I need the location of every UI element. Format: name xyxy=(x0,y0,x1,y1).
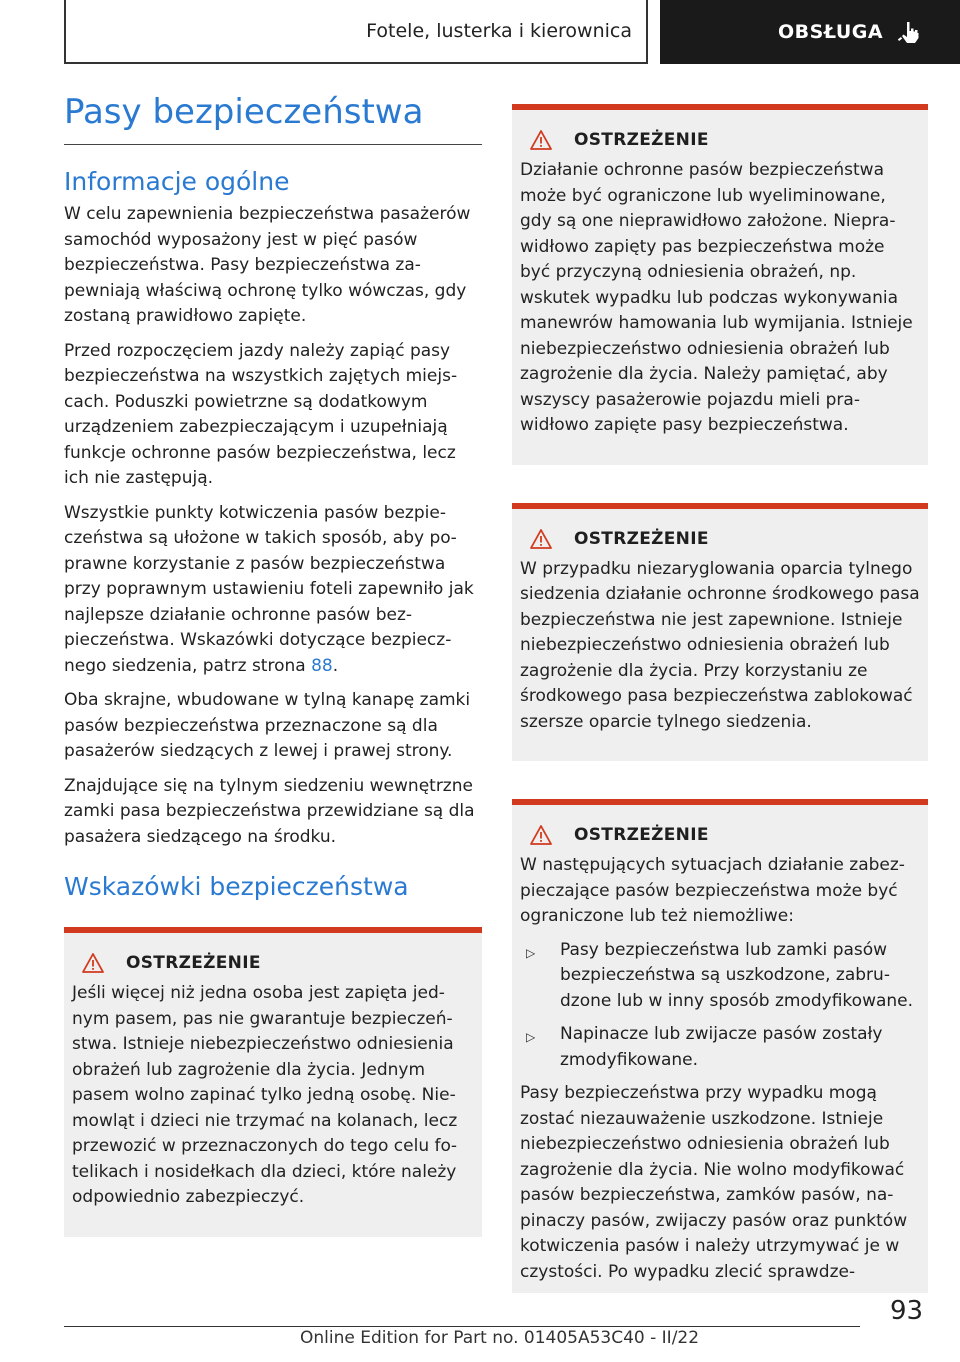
general-heading: Informacje ogólne xyxy=(64,167,290,196)
warning-label: OSTRZEŻENIE xyxy=(574,130,709,150)
general-paragraph-4: Oba skrajne, wbudowane w tylną kanapę zamki pasów bezpieczeństwa przeznaczone są dla pasażerów siedzących z lewej i prawej strony. xyxy=(64,690,471,761)
warning-header xyxy=(82,953,474,973)
warning-label: OSTRZEŻENIE xyxy=(574,825,709,845)
safety-heading: Wskazówki bezpieczeństwa xyxy=(64,872,409,901)
warning-text: W przypadku niezaryglowania oparcia tylnego siedzenia działanie ochronne środkowego pasa bezpieczeństwa nie jest zapewnione. Istnieje niebezpieczeństwo odniesienia obrażeń lub zagrożenie dla życia. Przy korzystaniu ze środkowego pasa bezpieczeństwa zablokować szersze oparcie tylnego siedzenia. xyxy=(520,558,920,732)
right-column xyxy=(512,104,928,1293)
warning-header xyxy=(530,529,920,549)
page-88-link[interactable]: 88 xyxy=(311,655,333,676)
warning-intro: W następujących sytuacjach działanie zabezpieczające pasów bezpieczeństwa może być ograniczone lub też niemożliwe: xyxy=(520,855,905,926)
header-chapter-title: OBSŁUGA xyxy=(778,21,884,43)
warning-triangle-icon xyxy=(530,825,552,845)
warning-box-2 xyxy=(512,104,928,465)
warning-triangle-icon xyxy=(530,130,552,150)
bullet-triangle-icon: ▷ xyxy=(526,1030,536,1044)
warning-header xyxy=(530,130,920,150)
warning-text: Działanie ochronne pasów bezpieczeństwa może być ograniczone lub wyeliminowane, gdy są one nieprawidłowo założone. Nieprawidłowo zapięty pas bezpieczeństwa może być przyczyną odniesienia obrażeń, np. wskutek wypadku lub podczas wykonywania manewrów hamowania lub wymijania. Istnieje niebezpieczeństwo odniesienia obrażeń lub zagrożenie dla życia. Należy pamiętać, aby wszyscy pasażerowie pojazdu mieli prawidłowo zapięte pasy bezpieczeństwa. xyxy=(520,160,913,435)
header-section-title: Fotele, lusterka i kierownica xyxy=(366,20,632,42)
warning-triangle-icon xyxy=(530,529,552,549)
bullet-triangle-icon: ▷ xyxy=(526,945,536,960)
footer-divider xyxy=(64,1326,860,1327)
warning-triangle-icon xyxy=(82,953,104,973)
warning-text: Jeśli więcej niż jedna osoba jest zapięta jednym pasem, pas nie gwarantuje bezpieczeństwa. Istnieje niebezpieczeństwo odniesienia obrażeń lub zagrożenie dla życia. Jednym pasem wolno zapinać tylko jedną osobę. Niemowląt i dzieci nie trzymać na kolanach, lecz przewozić w przeznaczonych do tego celu fotelikach i nosidełkach dla dzieci, które należy odpowiednio zabezpieczyć. xyxy=(72,983,458,1207)
list-item xyxy=(520,1022,920,1073)
bullet-text: Pasy bezpieczeństwa lub zamki pasów bezpieczeństwa są uszkodzone, zabrudzone lub w inny sposób zmodyfikowane. xyxy=(560,939,914,1011)
page-title: Pasy bezpieczeństwa xyxy=(64,92,482,145)
list-item xyxy=(520,938,920,1015)
general-paragraph-2: Przed rozpoczęciem jazdy należy zapiąć pasy bezpieczeństwa na wszystkich zajętych miejscach. Poduszki powietrzne są dodatkowym urządzeniem zabezpieczającym i uzupełniają funkcje ochronne pasów bezpieczeństwa, lecz ich nie zastępują. xyxy=(64,340,458,488)
general-paragraph-1: W celu zapewnienia bezpieczeństwa pasażerów samochód wyposażony jest w pięć pasów bezpieczeństwa. Pasy bezpieczeństwa zapewniają właściwą ochronę tylko wówczas, gdy zostaną prawidłowo zapięte. xyxy=(64,204,471,326)
paragraph-3-text: Wszystkie punkty kotwiczenia pasów bezpieczeństwa są ułożone w takich sposób, aby poprawne korzystanie z pasów bezpieczeństwa przy poprawnym ustawieniu foteli zapewniło jak najlepsze działanie ochronne pasów bezpieczeństwa. Wskazówki dotyczące bezpiecznego siedzenia, patrz strona xyxy=(64,502,474,676)
left-column xyxy=(64,92,482,1237)
general-paragraph-3 xyxy=(64,501,482,680)
header-chapter[interactable] xyxy=(660,0,960,64)
warning-label: OSTRZEŻENIE xyxy=(574,528,709,549)
warning-box-4 xyxy=(512,799,928,1293)
warning-header xyxy=(530,825,920,845)
page-number: 93 xyxy=(890,1296,924,1326)
warning-outro: Pasy bezpieczeństwa przy wypadku mogą zostać niezauważenie uszkodzone. Istnieje niebezpieczeństwo odniesienia obrażeń lub zagrożenie dla życia. Nie wolno modyfikować pasów bezpieczeństwa, zamków pasów, napinaczy pasów, zwijaczy pasów oraz punktów kotwiczenia pasów i należy utrzymywać je w czystości. Po wypadku zlecić sprawdze- xyxy=(520,1083,908,1282)
bullet-text: Napinacze lub zwijacze pasów zostały zmodyfikowane. xyxy=(560,1024,883,1070)
warning-label: OSTRZEŻENIE xyxy=(126,953,261,973)
hand-pointer-icon xyxy=(897,19,923,45)
warning-box-1 xyxy=(64,927,482,1237)
paragraph-3-end: . xyxy=(332,655,339,676)
warning-box-3 xyxy=(512,503,928,762)
header-section xyxy=(64,0,648,64)
footer-text: Online Edition for Part no. 01405A53C40 - II/22 xyxy=(300,1328,700,1348)
general-paragraph-5: Znajdujące się na tylnym siedzeniu wewnętrzne zamki pasa bezpieczeństwa przewidziane są dla pasażera siedzącego na środku. xyxy=(64,775,475,847)
warning-bullet-list xyxy=(520,938,920,1074)
